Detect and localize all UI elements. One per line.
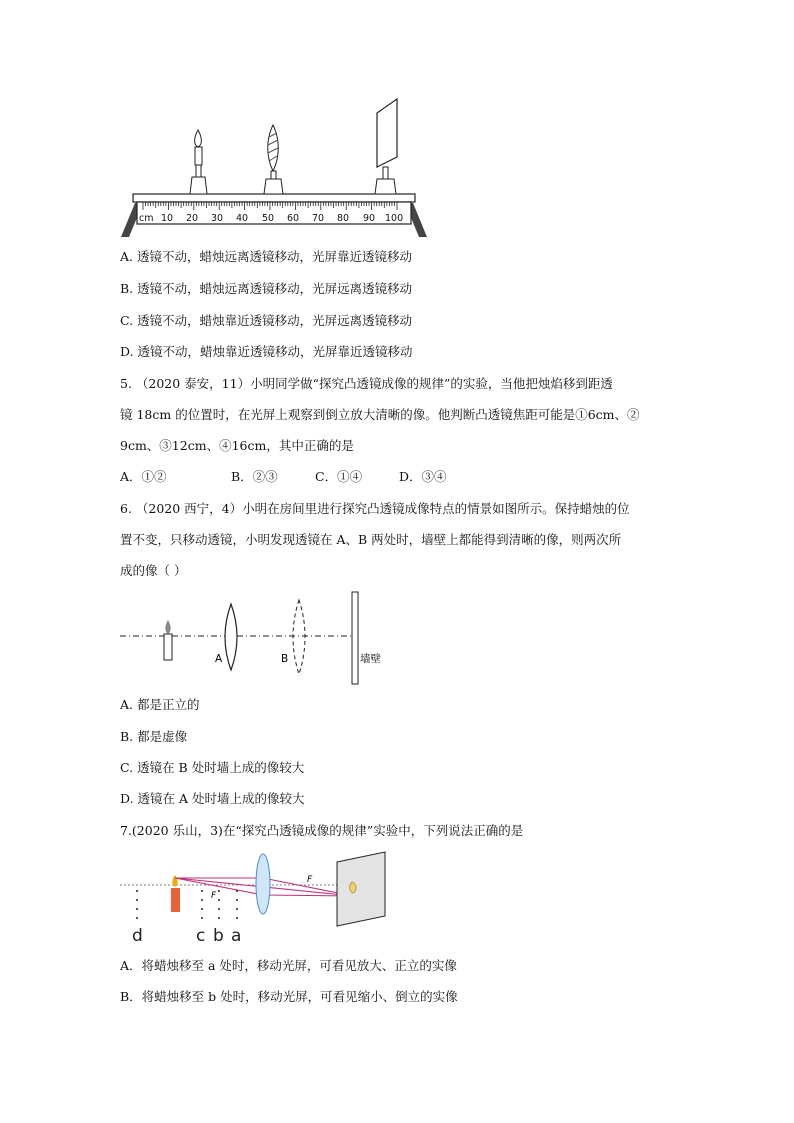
q5-stem-line-1: 5. （2020 泰安，11）小明同学做“探究凸透镜成像的规律”的实验，当他把烛焰移到距透 <box>120 376 613 391</box>
ruler-label-80: 80 <box>337 213 350 224</box>
ruler-label-40: 40 <box>236 213 249 224</box>
lens-on-bench <box>264 125 283 194</box>
wall <box>352 592 358 684</box>
q7-screen <box>337 852 385 926</box>
q6-stem-line-3: 成的像（ ） <box>120 563 187 578</box>
q5-stem-line-3: 9cm、③12cm、④16cm，其中正确的是 <box>120 438 354 453</box>
q7-candle <box>171 875 180 912</box>
lens-b-label: B <box>281 653 289 665</box>
q7-option-b: B．将蜡烛移至 b 处时，移动光屏，可看见缩小、倒立的实像 <box>120 989 458 1004</box>
q5-options <box>120 469 447 485</box>
point-label-a: a <box>231 926 242 946</box>
q5-option-d: D．③④ <box>399 469 447 484</box>
q5-stem-line-2: 镜 18cm 的位置时，在光屏上观察到倒立放大清晰的像。他判断凸透镜焦距可能是①6cm、② <box>120 407 640 422</box>
wall-label: 墙壁 <box>360 653 381 665</box>
q6-stem-line-1: 6. （2020 西宁，4）小明在房间里进行探究凸透镜成像特点的情景如图所示。保持蜡烛的位 <box>120 501 630 516</box>
ruler-label-90: 90 <box>363 213 376 224</box>
q4-option-c: C. 透镜不动，蜡烛靠近透镜移动，光屏远离透镜移动 <box>120 313 413 328</box>
bench-rail <box>133 194 415 202</box>
q6-option-a: A. 都是正立的 <box>120 697 200 712</box>
candle <box>164 620 172 660</box>
q5-option-a: A．①② <box>120 469 167 484</box>
ruler-label-20: 20 <box>186 213 199 224</box>
optical-bench-figure <box>115 95 435 245</box>
q7-lens <box>256 854 270 914</box>
point-label-c: c <box>196 926 206 946</box>
screen-on-bench <box>375 99 397 194</box>
q4-option-b: B. 透镜不动，蜡烛远离透镜移动，光屏远离透镜移动 <box>120 281 413 296</box>
ruler-label-70: 70 <box>312 213 325 224</box>
ruler-label-50: 50 <box>262 213 275 224</box>
ruler-label-60: 60 <box>287 213 300 224</box>
focus-label-left: F <box>211 891 217 901</box>
position-dots <box>136 890 238 919</box>
lens-a <box>225 604 237 670</box>
q6-stem-line-2: 置不变，只移动透镜，小明发现透镜在 A、B 两处时，墙壁上都能得到清晰的像，则两次所 <box>120 532 622 547</box>
focal-diagram-figure <box>115 848 390 948</box>
q6-option-c: C. 透镜在 B 处时墙上成的像较大 <box>120 760 305 775</box>
candle-on-bench <box>190 130 207 194</box>
q4-option-d: D. 透镜不动，蜡烛靠近透镜移动，光屏靠近透镜移动 <box>120 344 413 359</box>
q6-option-b: B. 都是虚像 <box>120 729 188 744</box>
lens-a-label: A <box>215 653 223 665</box>
point-label-b: b <box>213 926 224 946</box>
lens-b <box>293 600 305 674</box>
q7-option-a: A．将蜡烛移至 a 处时，移动光屏，可看见放大、正立的实像 <box>120 958 457 973</box>
q4-option-a: A. 透镜不动，蜡烛远离透镜移动，光屏靠近透镜移动 <box>120 249 412 264</box>
ruler-label-30: 30 <box>211 213 224 224</box>
point-label-d: d <box>132 926 143 946</box>
focus-label-right: F <box>307 875 313 885</box>
q6-option-d: D. 透镜在 A 处时墙上成的像较大 <box>120 791 305 806</box>
ruler-label-cm: cm <box>139 213 154 224</box>
q5-option-b: B．②③ <box>231 469 278 484</box>
room-lens-figure <box>115 588 415 688</box>
ruler-label-10: 10 <box>161 213 174 224</box>
ruler-label-100: 100 <box>385 213 404 224</box>
q7-stem: 7.(2020 乐山，3)在“探究凸透镜成像的规律”实验中，下列说法正确的是 <box>120 823 524 838</box>
q5-option-c: C．①④ <box>315 469 363 484</box>
